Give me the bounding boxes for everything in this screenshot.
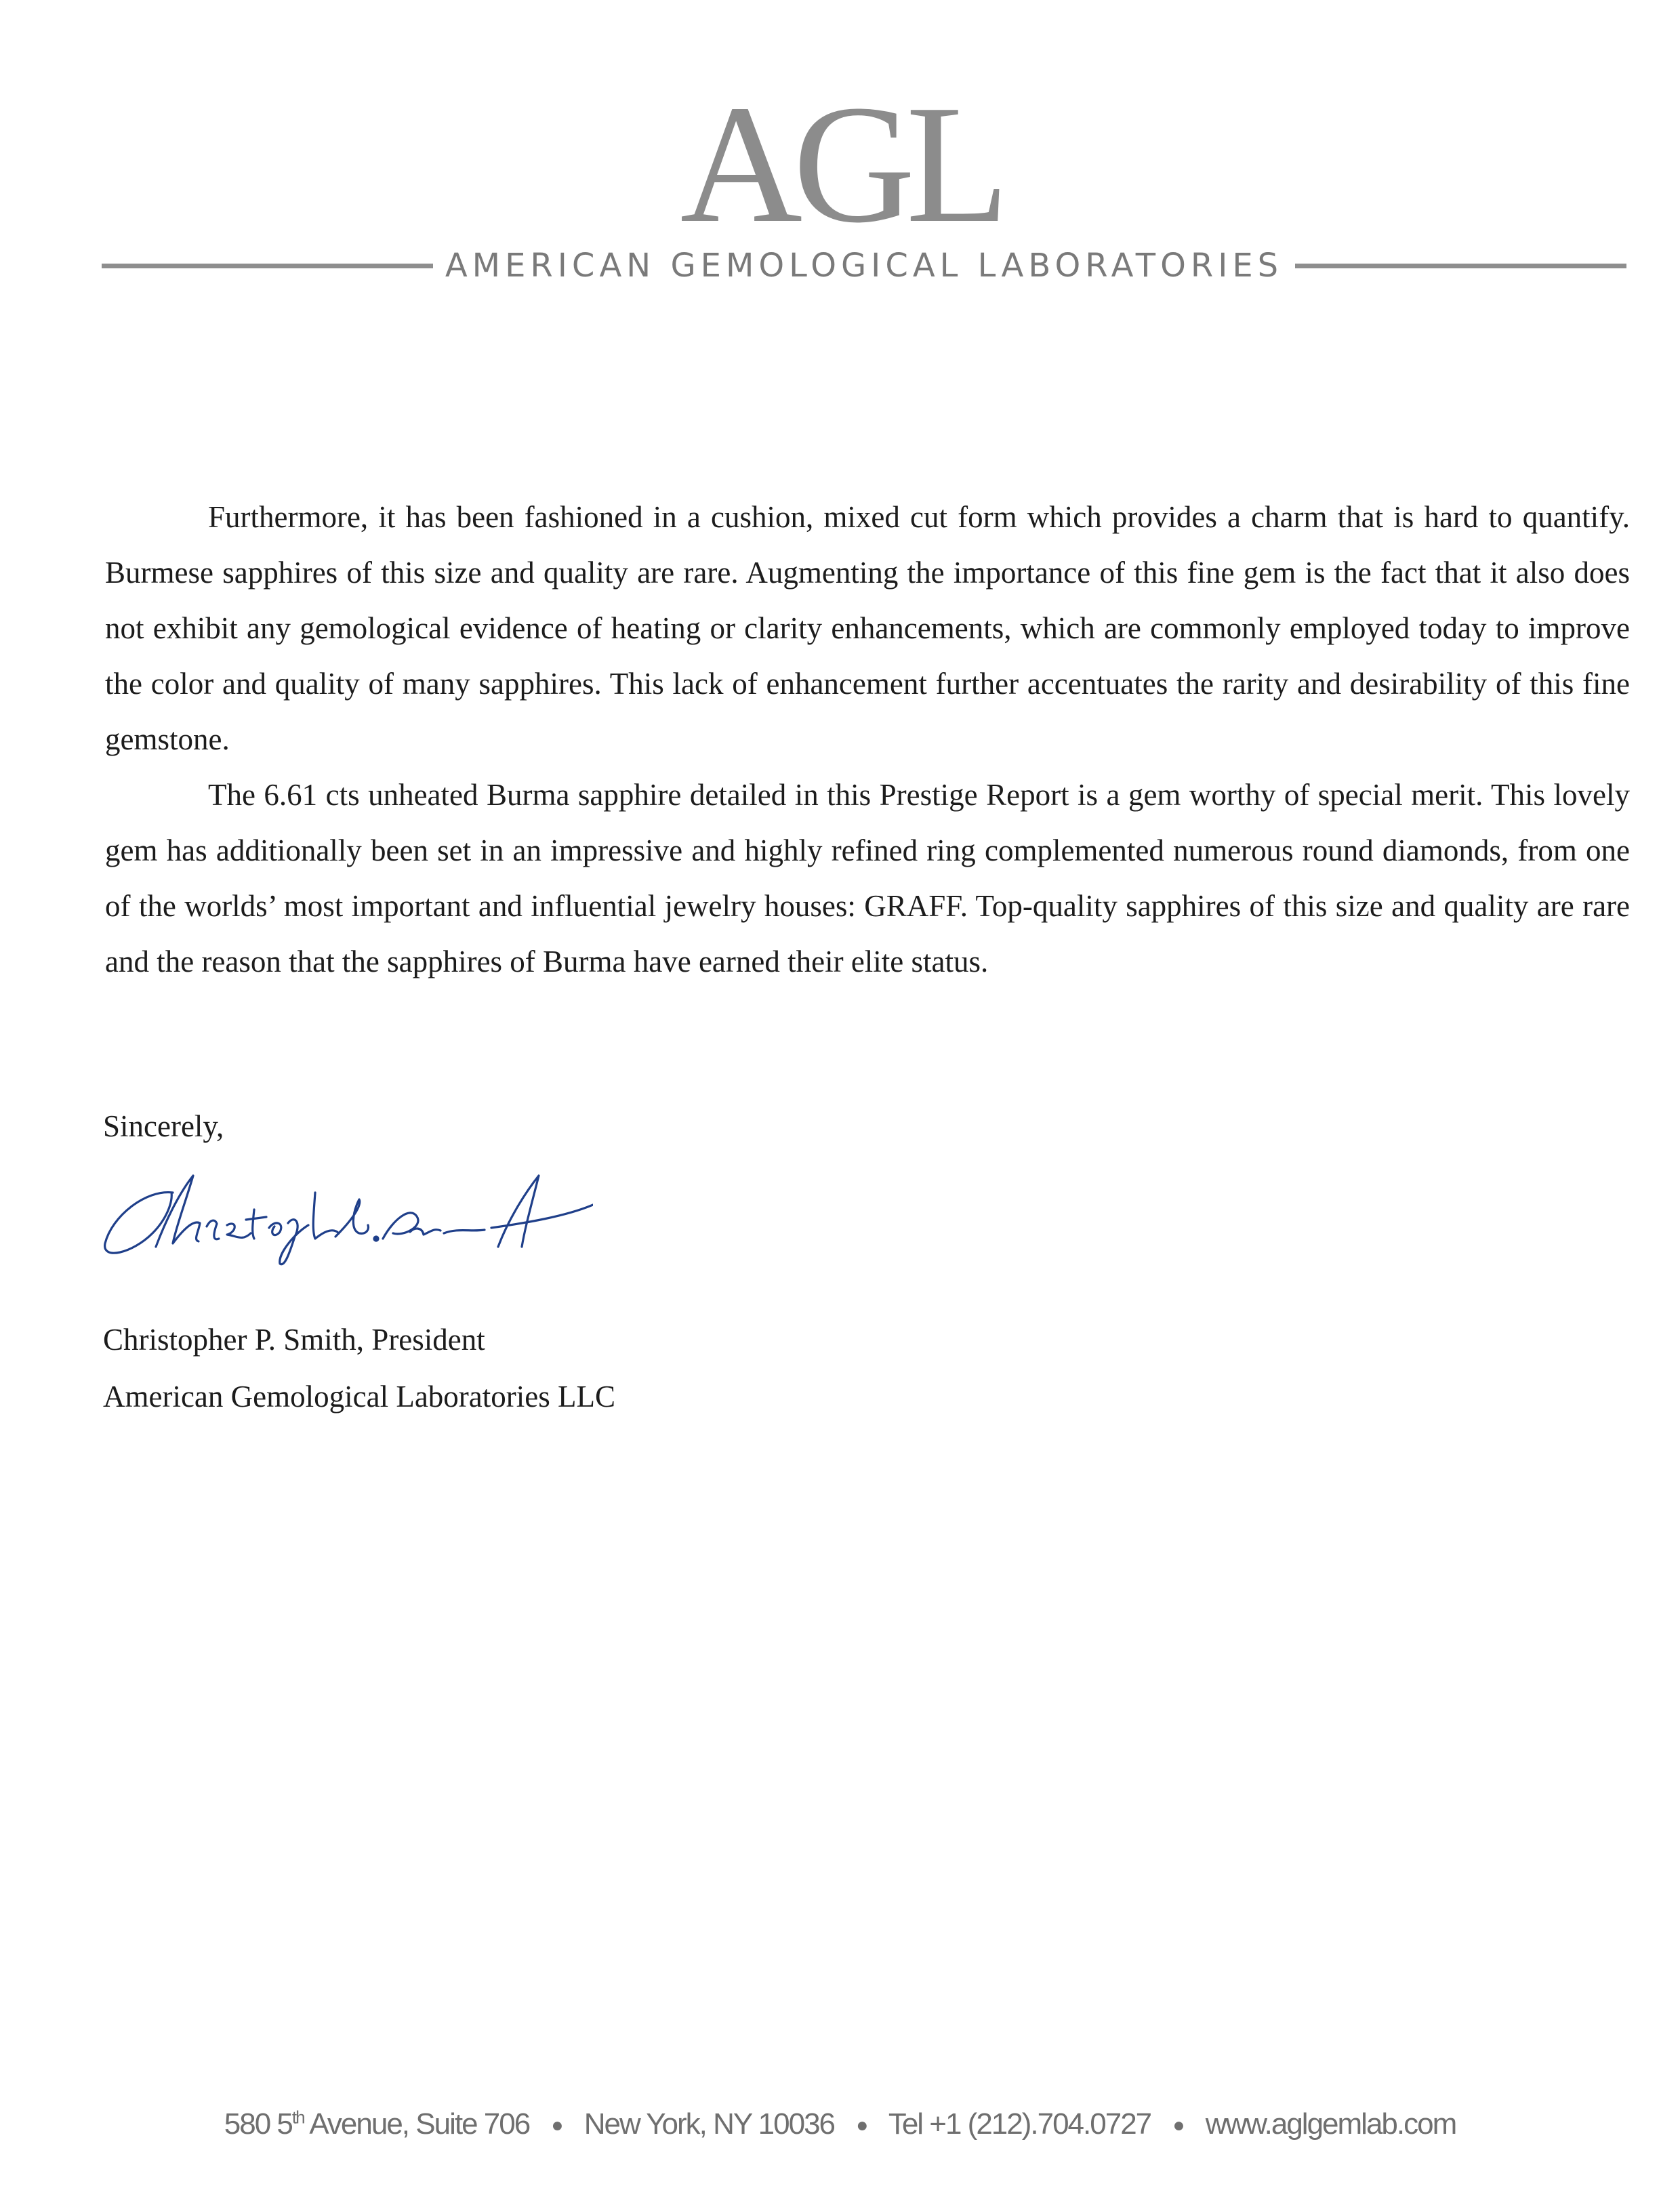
signer-block xyxy=(103,1311,615,1425)
footer-phone: Tel +1 (212).704.0727 xyxy=(888,2107,1151,2141)
letterhead-rule-row xyxy=(102,245,1626,286)
bullet-separator: ● xyxy=(856,2114,867,2137)
left-rule xyxy=(102,264,433,268)
agl-logo: AGL xyxy=(680,70,1000,258)
bullet-separator: ● xyxy=(1172,2114,1184,2137)
footer-city: New York, NY 10036 xyxy=(583,2107,835,2141)
lab-name: AMERICAN GEMOLOGICAL LABORATORIES xyxy=(445,247,1284,285)
paragraph-2: The 6.61 cts unheated Burma sapphire detailed in this Prestige Report is a gem worthy of special merit. This lovely gem has additionally been set in an impressive and highly refined ring complemented numerous round diamonds, from one of the worlds’ most important and influential jewelry houses: GRAFF. Top-quality sapphires of this size and quality are rare and the reason that the sapphires of Burma have earned their elite status. xyxy=(105,778,1630,978)
letter-body xyxy=(105,489,1630,989)
letterhead xyxy=(0,0,1680,298)
footer-website: www.aglgemlab.com xyxy=(1205,2107,1456,2141)
footer-address: 580 5th Avenue, Suite 706 xyxy=(224,2107,530,2141)
signer-name-title: Christopher P. Smith, President xyxy=(103,1323,485,1357)
signature-image xyxy=(91,1152,593,1274)
right-rule xyxy=(1295,264,1626,268)
closing: Sincerely, xyxy=(103,1109,224,1143)
paragraph-1: Furthermore, it has been fashioned in a cushion, mixed cut form which provides a charm that is hard to quantify. Burmese sapphires of this size and quality are rare. Augmenting the importance of this fine gem is the fact that it also does not exhibit any gemological evidence of heating or clarity enhancements, which are commonly employed today to improve the color and quality of many sapphires. This lack of enhancement further accentuates the rarity and desirability of this fine gemstone. xyxy=(105,500,1630,756)
signer-company: American Gemological Laboratories LLC xyxy=(103,1380,615,1413)
footer-contact xyxy=(0,2107,1680,2141)
bullet-separator: ● xyxy=(551,2114,562,2137)
